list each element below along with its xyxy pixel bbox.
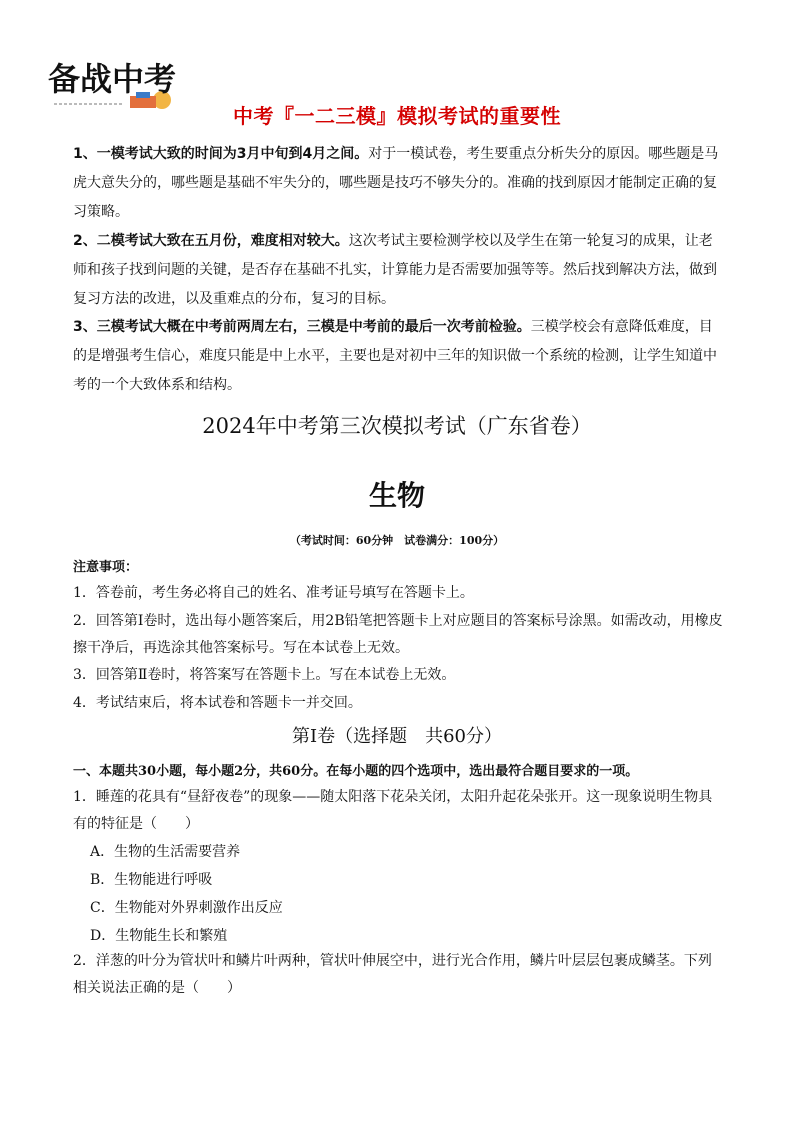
exam-title: 2024年中考第三次模拟考试（广东省卷）: [202, 414, 592, 438]
intro-body: 三模学校会有意降低难度，目的是增强考生信心，难度只能是中上水平，主要也是对初中三年的知识做一个系统的检测，让学生知道中考的一个大致体系和结构。: [73, 319, 717, 393]
banner-title: 中考『一二三模』模拟考试的重要性: [233, 104, 561, 128]
question-1-options: [90, 838, 283, 950]
notes-heading: 注意事项：: [73, 560, 139, 575]
part-title: 第Ⅰ卷（选择题 共60分）: [291, 726, 502, 747]
note-item: 4．考试结束后，将本试卷和答题卡一并交回。: [73, 695, 362, 711]
option-c: C．生物能对外界刺激作出反应: [90, 900, 283, 916]
logo-text: 备战中考: [48, 60, 177, 98]
intro-lead: 2、二模考试大致在五月份，难度相对较大。: [73, 233, 349, 249]
option-a: A．生物的生活需要营养: [90, 844, 241, 860]
intro-paragraph-3: [73, 313, 723, 400]
question-2-stem: 2．洋葱的叶分为管状叶和鳞片叶两种，管状叶伸展空中，进行光合作用，鳞片叶层层包裹成鳞茎。下列相关说法正确的是（ ）: [73, 953, 712, 996]
option-d: D．生物能生长和繁殖: [90, 928, 228, 944]
intro-body: 对于一模试卷，考生要重点分析失分的原因。哪些题是马虎大意失分的，哪些题是基础不牢失分的，哪些题是技巧不够失分的。准确的找到原因才能制定正确的复习策略。: [73, 146, 719, 220]
intro-paragraph-2: [73, 227, 723, 314]
subject-title: 生物: [368, 479, 425, 512]
intro-paragraph-1: [73, 140, 723, 227]
intro-body: 这次考试主要检测学校以及学生在第一轮复习的成果，让老师和孩子找到问题的关键，是否存在基础不扎实，计算能力是否需要加强等等。然后找到解决方法，做到复习方法的改进，以及重难点的分布，复习的目标。: [73, 233, 717, 307]
option-b: B．生物能进行呼吸: [90, 872, 213, 888]
note-item: 1．答卷前，考生务必将自己的姓名、准考证号填写在答题卡上。: [73, 585, 474, 601]
intro-lead: 1、一模考试大致的时间为3月中旬到4月之间。: [73, 146, 369, 162]
note-item: 3．回答第Ⅱ卷时，将答案写在答题卡上。写在本试卷上无效。: [73, 667, 456, 683]
question-1-stem: 1．睡莲的花具有“昼舒夜卷”的现象——随太阳落下花朵关闭，太阳升起花朵张开。这一现象说明生物具有的特征是（ ）: [73, 789, 713, 832]
intro-lead: 3、三模考试大概在中考前两周左右，三模是中考前的最后一次考前检验。: [73, 319, 531, 335]
exam-meta: （考试时间：60分钟 试卷满分：100分）: [289, 534, 505, 547]
part-instruction: [73, 758, 723, 785]
part-instruction-text: 一、本题共30小题，每小题2分，共60分。在每小题的四个选项中，选出最符合题目要求的一项。: [73, 764, 639, 779]
note-item: 2．回答第Ⅰ卷时，选出每小题答案后，用2B铅笔把答题卡上对应题目的答案标号涂黑。如需改动，用橡皮擦干净后，再选涂其他答案标号。写在本试卷上无效。: [73, 613, 723, 656]
